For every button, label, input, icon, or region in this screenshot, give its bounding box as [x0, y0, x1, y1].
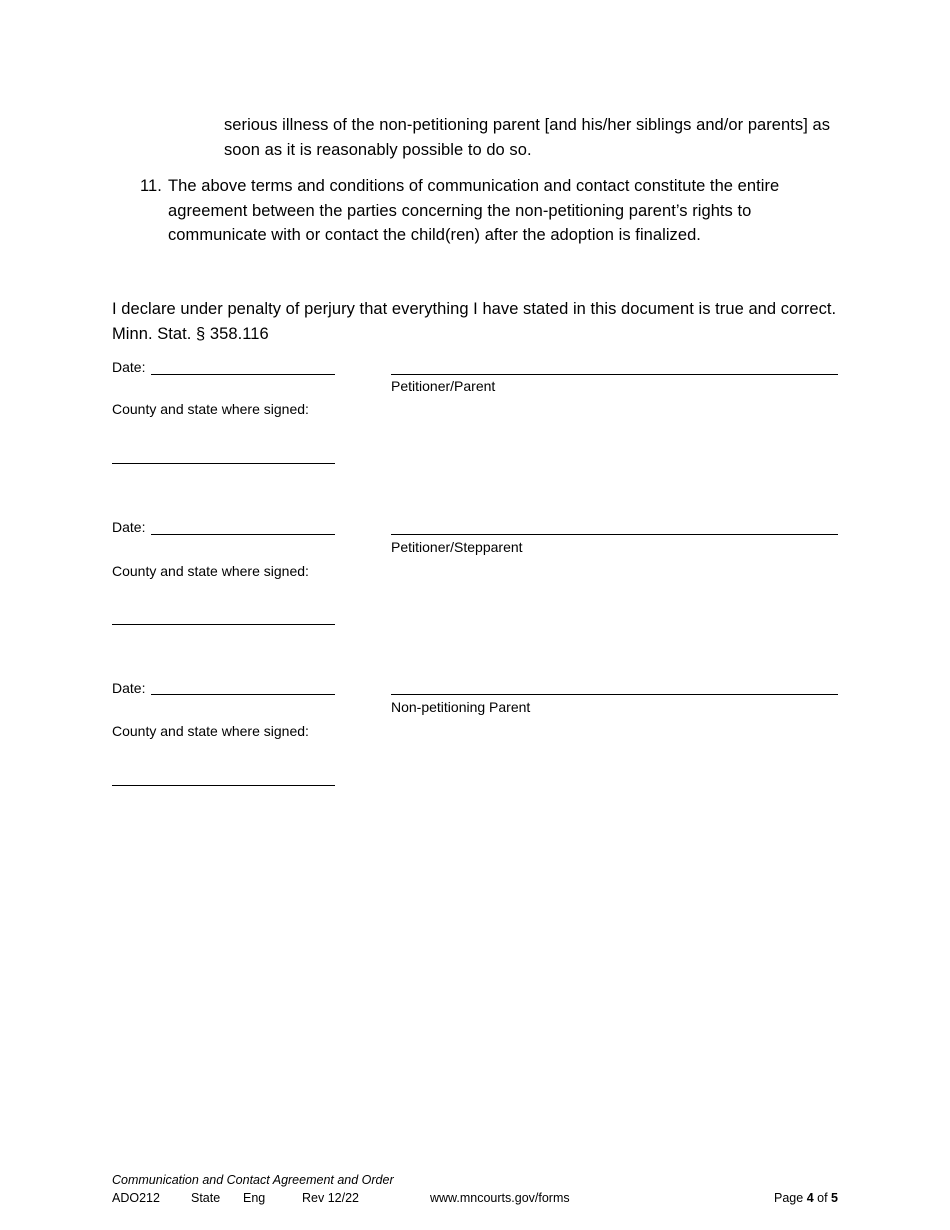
page-prefix: Page	[774, 1191, 804, 1205]
county-field[interactable]	[112, 624, 335, 625]
county-label: County and state where signed:	[112, 723, 309, 739]
date-field[interactable]	[151, 374, 335, 375]
date-field[interactable]	[151, 534, 335, 535]
signature-field[interactable]	[391, 374, 838, 375]
signature-field[interactable]	[391, 534, 838, 535]
footer-page-number	[774, 1190, 838, 1207]
footer-form-id: ADO212	[112, 1191, 160, 1205]
signer-label: Petitioner/Parent	[391, 378, 496, 394]
footer-jurisdiction: State	[191, 1191, 221, 1205]
county-label: County and state where signed:	[112, 401, 309, 417]
county-label: County and state where signed:	[112, 563, 309, 579]
item-10-continuation: serious illness of the non-petitioning parent [and his/her siblings and/or parents] as soon as it is reasonably possible to do so.	[224, 116, 830, 159]
signer-label: Non-petitioning Parent	[391, 699, 531, 715]
county-field[interactable]	[112, 463, 335, 464]
footer-language: Eng	[243, 1191, 266, 1205]
page-current: 4	[806, 1191, 814, 1205]
county-field[interactable]	[112, 785, 335, 786]
date-label: Date:	[112, 680, 146, 696]
date-field[interactable]	[151, 694, 335, 695]
item-11-text: The above terms and conditions of communication and contact constitute the entire agreement between the parties concerning the non-petitioning parent’s rights to communicate with or contact the child(ren) after the adoption is finalized.	[168, 177, 780, 244]
signer-label: Petitioner/Stepparent	[391, 539, 523, 555]
page-total: 5	[831, 1191, 838, 1205]
signature-field[interactable]	[391, 694, 838, 695]
footer-revision: Rev 12/22	[302, 1191, 359, 1205]
footer-url[interactable]: www.mncourts.gov/forms	[430, 1191, 570, 1205]
footer-form-title: Communication and Contact Agreement and Order	[112, 1173, 394, 1187]
date-label: Date:	[112, 359, 146, 375]
page-of: of	[817, 1191, 828, 1205]
perjury-declaration: I declare under penalty of perjury that everything I have stated in this document is true and correct. Minn. Stat. § 358.116	[112, 300, 837, 343]
item-11-number: 11.	[140, 177, 162, 195]
date-label: Date:	[112, 519, 146, 535]
